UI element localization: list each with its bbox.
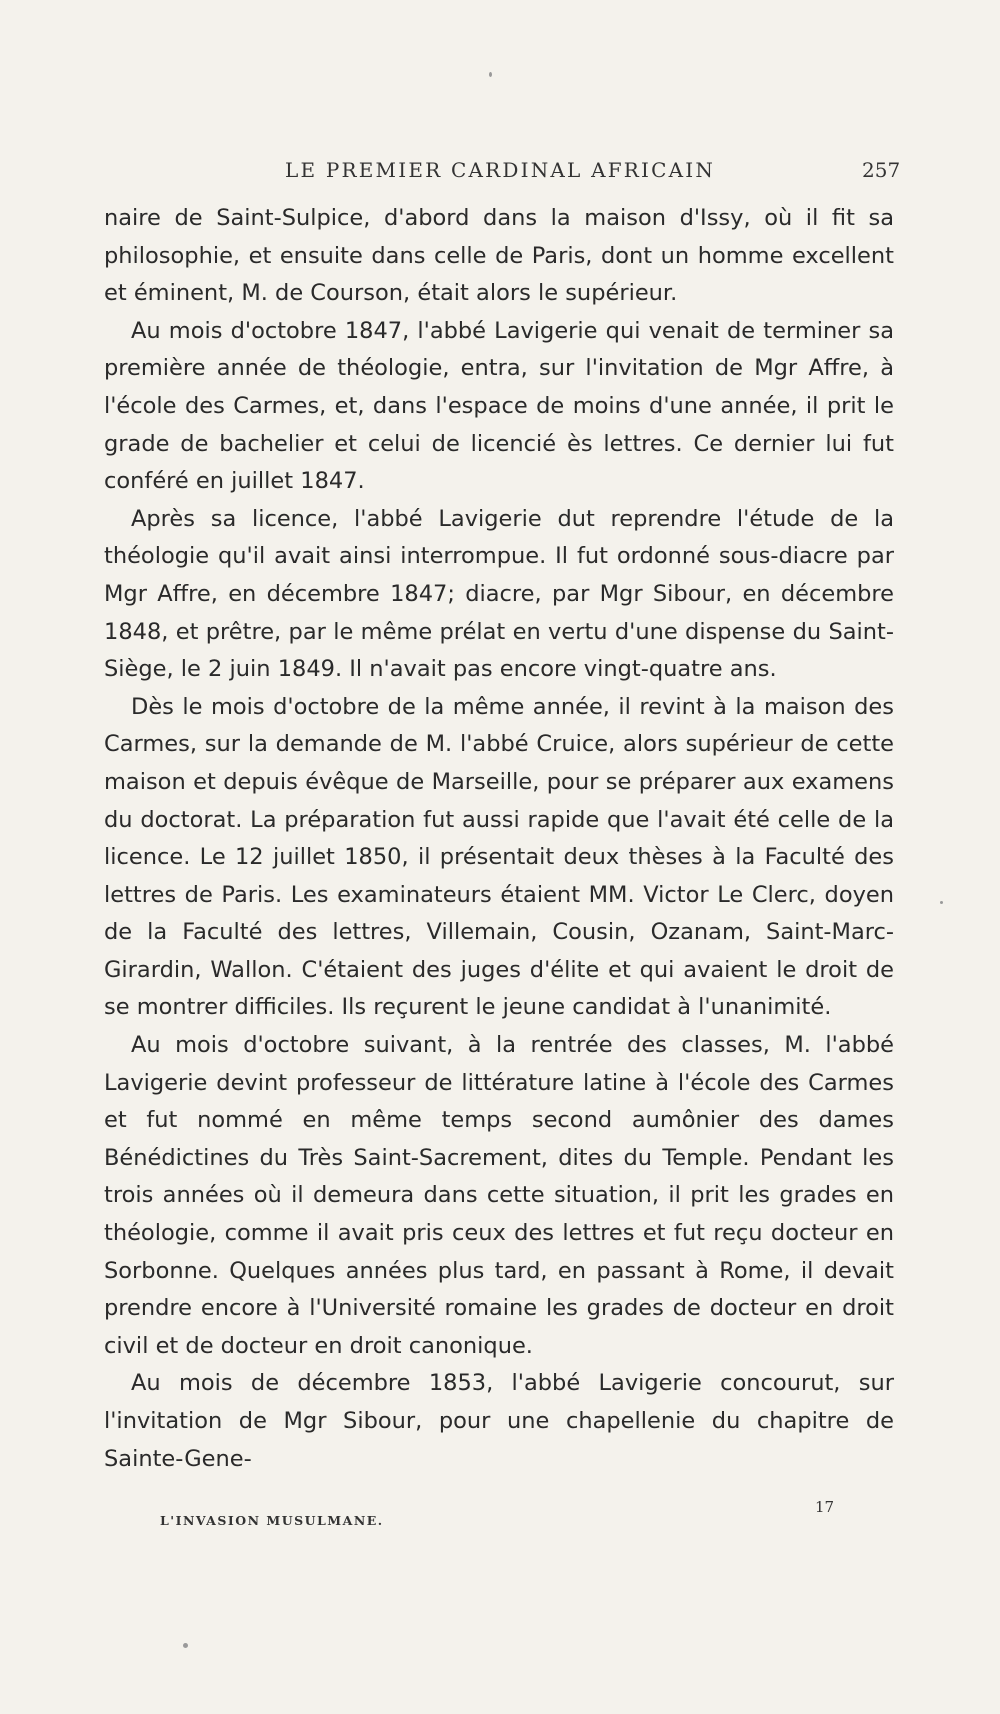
- paragraph: naire de Saint-Sulpice, d'abord dans la maison d'Issy, où il fit sa philosophie, et ensuite dans celle de Paris, dont un homme excellent et éminent, M. de Courson, était alors le supérieur.: [104, 205, 894, 307]
- page-number: 257: [862, 158, 901, 182]
- body-text: [104, 200, 894, 1478]
- paper-speck: [940, 901, 943, 904]
- paragraph: Après sa licence, l'abbé Lavigerie dut reprendre l'étude de la théologie qu'il avait ainsi interrompue. Il fut ordonné sous-diacre par Mgr Affre, en décembre 1847; diacre, par Mgr Sibour, en décembre 1848, et prêtre, par le même prélat en vertu d'une dispense du Saint-Siège, le 2 juin 1849. Il n'avait pas encore vingt-quatre ans.: [104, 505, 894, 683]
- paper-speck: [489, 72, 492, 77]
- paragraph: Dès le mois d'octobre de la même année, il revint à la maison des Carmes, sur la demande de M. l'abbé Cruice, alors supérieur de cette maison et depuis évêque de Marseille, pour se préparer aux examens du doctorat. La préparation fut aussi rapide que l'avait été celle de la licence. Le 12 juillet 1850, il présentait deux thèses à la Faculté des lettres de Paris. Les examinateurs étaient MM. Victor Le Clerc, doyen de la Faculté des lettres, Villemain, Cousin, Ozanam, Saint-Marc-Girardin, Wallon. C'étaient des juges d'élite et qui avaient le droit de se montrer difficiles. Ils reçurent le jeune candidat à l'unanimité.: [104, 693, 894, 1021]
- paragraph: Au mois de décembre 1853, l'abbé Lavigerie concourut, sur l'invitation de Mgr Sibour, pour une chapellenie du chapitre de Sainte-Gene-: [104, 1370, 894, 1472]
- paragraph: Au mois d'octobre 1847, l'abbé Lavigerie qui venait de terminer sa première année de théologie, entra, sur l'invitation de Mgr Affre, à l'école des Carmes, et, dans l'espace de moins d'une année, il prit le grade de bachelier et celui de licencié ès lettres. Ce dernier lui fut conféré en juillet 1847.: [104, 317, 894, 495]
- paragraph: Au mois d'octobre suivant, à la rentrée des classes, M. l'abbé Lavigerie devint professeur de littérature latine à l'école des Carmes et fut nommé en même temps second aumônier des dames Bénédictines du Très Saint-Sacrement, dites du Temple. Pendant les trois années où il demeura dans cette situation, il prit les grades en théologie, comme il avait pris ceux des lettres et fut reçu docteur en Sorbonne. Quelques années plus tard, en passant à Rome, il devait prendre encore à l'Université romaine les grades de docteur en droit civil et de docteur en droit canonique.: [104, 1032, 894, 1359]
- paper-speck: [183, 1643, 188, 1648]
- sheet-number: 17: [815, 1498, 835, 1516]
- signature-mark: L'INVASION MUSULMANE.: [160, 1513, 384, 1528]
- running-title: LE PREMIER CARDINAL AFRICAIN: [285, 158, 716, 182]
